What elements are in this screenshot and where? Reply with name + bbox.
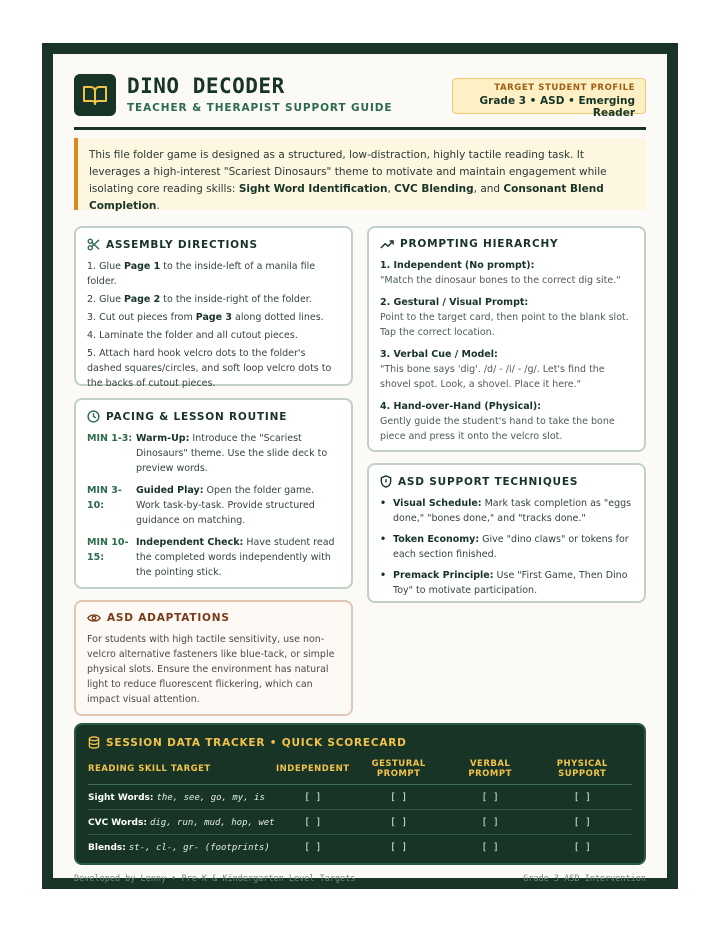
trending-up-icon (380, 239, 394, 250)
table-header-row (88, 755, 632, 785)
pacing-row (87, 431, 340, 476)
header-divider (74, 127, 646, 130)
technique-name: Premack Principle: (393, 570, 494, 581)
table-row (88, 835, 632, 860)
technique-text: Give "dino claws" or tokens for each section finished. (393, 534, 629, 560)
step-bold: Page 1 (123, 261, 161, 272)
prompt-level-desc: "Match the dinosaur bones to the correct dig site." (380, 275, 621, 286)
step-text: 2. Glue (87, 294, 124, 305)
intro-separator: , (387, 183, 395, 195)
scissors-icon (87, 238, 100, 251)
pacing-step-text: Introduce the "Scariest Dinosaurs" theme. Use the slide deck to preview words. (136, 433, 328, 474)
checkbox-cell[interactable]: [ ] (350, 785, 448, 810)
pacing-minutes: MIN 3-10: (87, 485, 122, 511)
prompt-level-desc: Point to the target card, then point to the blank slot. Tap the correct location. (380, 312, 629, 338)
prompt-level (380, 399, 633, 444)
step-text: 1. Glue (87, 261, 124, 272)
assembly-step (87, 328, 340, 343)
session-data-tracker (74, 723, 646, 865)
skill-cell (88, 785, 276, 810)
student-profile-badge (452, 78, 646, 119)
pacing-step-text: Open the folder game. Work task-by-task. Provide structured guidance on matching. (136, 485, 315, 526)
skill-label: CVC Words: (88, 817, 147, 828)
pacing-step-name: Guided Play: (136, 485, 204, 496)
skill-consonant-blend: Consonant Blend Completion (89, 183, 604, 212)
pacing-title: PACING & LESSON ROUTINE (106, 410, 288, 423)
techniques-list (380, 496, 633, 598)
prompting-title: PROMPTING HIERARCHY (400, 238, 559, 250)
skill-words: st-, cl-, gr- (footprints) (128, 842, 270, 853)
skill-label: Sight Words: (88, 792, 154, 803)
pacing-step-name: Independent Check: (136, 537, 244, 548)
prompt-level-desc: Gently guide the student's hand to take the bone piece and press it onto the velcro slot. (380, 416, 615, 442)
checkbox-cell[interactable]: [ ] (390, 841, 408, 853)
assembly-step (87, 310, 340, 325)
table-row (88, 810, 632, 835)
technique-text: Use "First Game, Then Dino Toy" to motivate participation. (393, 570, 628, 596)
skill-words: dig, run, mud, hop, wet (149, 817, 275, 828)
assembly-step (87, 292, 340, 307)
checkbox-cell[interactable]: [ ] (573, 841, 591, 853)
intro-end: . (156, 200, 160, 212)
profile-label: TARGET STUDENT PROFILE (494, 83, 635, 93)
tracker-title: SESSION DATA TRACKER • QUICK SCORECARD (106, 736, 407, 749)
technique-item (380, 532, 633, 562)
support-guide-page (53, 54, 667, 884)
adaptations-title: ASD ADAPTATIONS (107, 612, 230, 624)
checkbox-cell[interactable]: [ ] (532, 785, 632, 810)
checkbox-cell[interactable]: [ ] (276, 810, 350, 835)
skill-words: the, see, go, my, is (156, 792, 265, 803)
assembly-title: ASSEMBLY DIRECTIONS (106, 238, 258, 251)
checkbox-cell[interactable]: [ ] (350, 810, 448, 835)
pacing-step-text: Have student read the completed words independently with the pointing stick. (136, 537, 335, 578)
prompt-level (380, 347, 633, 392)
assembly-steps (87, 259, 340, 391)
skill-cell (88, 810, 276, 835)
skill-cvc-blending: CVC Blending (394, 183, 474, 195)
prompting-card (367, 226, 646, 452)
step-text: 5. Attach hard hook velcro dots to the folder's dashed squares/circles, and soft loop velcro dots to the backs of cutout pieces. (87, 348, 332, 389)
technique-name: Visual Schedule: (393, 498, 482, 509)
footer-right: Grade 3 ASD Intervention (523, 874, 646, 884)
adaptations-card (74, 600, 353, 716)
prompt-level-name: 1. Independent (No prompt): (380, 260, 535, 271)
techniques-title: ASD SUPPORT TECHNIQUES (398, 475, 579, 488)
table-row (88, 785, 632, 810)
column-header: READING SKILL TARGET (88, 755, 276, 785)
pacing-row (87, 535, 340, 580)
techniques-card (367, 463, 646, 603)
step-text: 4. Laminate the folder and all cutout pieces. (87, 330, 298, 341)
step-bold: Page 2 (123, 294, 161, 305)
checkbox-cell[interactable]: [ ] (304, 841, 322, 853)
column-header: VERBAL PROMPT (448, 755, 533, 785)
assembly-step (87, 259, 340, 289)
skill-cell (88, 835, 276, 860)
scorecard-table (88, 755, 632, 860)
checkbox-cell[interactable]: [ ] (276, 785, 350, 810)
pacing-row (87, 483, 340, 528)
column-header: INDEPENDENT (276, 755, 350, 785)
step-bold: Page 3 (195, 312, 233, 323)
bullet-icon: • (380, 570, 387, 581)
prompting-list (380, 258, 633, 444)
prompt-level-desc: "This bone says 'dig'. /d/ - /i/ - /g/. Let's find the shovel spot. Look, a shovel. Place it here." (380, 364, 605, 390)
checkbox-cell[interactable]: [ ] (532, 810, 632, 835)
clock-icon (87, 410, 100, 423)
skill-sight-words: Sight Word Identification (238, 183, 388, 195)
step-text: to the inside-left of a manila file folder. (87, 261, 316, 287)
adaptations-text: For students with high tactile sensitivity, use non-velcro alternative fasteners like blue-tack, or simple physical slots. Ensure the environment has natural light to reduce fluorescent flickering, which can impact visual attention. (87, 634, 335, 705)
checkbox-cell[interactable]: [ ] (448, 785, 533, 810)
step-text: along dotted lines. (232, 312, 324, 323)
assembly-card (74, 226, 353, 389)
skill-label: Blends: (88, 842, 126, 853)
prompt-level-name: 3. Verbal Cue / Model: (380, 349, 498, 360)
open-book-icon (74, 74, 116, 116)
guide-title: DINO DECODER (127, 74, 285, 98)
technique-item (380, 568, 633, 598)
database-icon (88, 736, 100, 749)
intro-separator: , and (473, 183, 504, 195)
intro-callout (74, 138, 646, 210)
guide-subtitle: TEACHER & THERAPIST SUPPORT GUIDE (127, 102, 393, 114)
technique-item (380, 496, 633, 526)
checkbox-cell[interactable]: [ ] (448, 810, 533, 835)
column-header: GESTURAL PROMPT (350, 755, 448, 785)
pacing-rows (87, 431, 340, 580)
pacing-minutes: MIN 10-15: (87, 537, 129, 563)
pacing-card (74, 398, 353, 589)
checkbox-cell[interactable]: [ ] (481, 841, 499, 853)
technique-text: Mark task completion as "eggs done," "bones done," and "tracks done." (393, 498, 632, 524)
column-header: PHYSICAL SUPPORT (532, 755, 632, 785)
step-text: to the inside-right of the folder. (160, 294, 312, 305)
prompt-level-name: 4. Hand-over-Hand (Physical): (380, 401, 542, 412)
eye-icon (87, 612, 101, 624)
bullet-icon: • (380, 498, 387, 509)
bullet-icon: • (380, 534, 387, 545)
profile-value: Grade 3 • ASD • Emerging Reader (479, 95, 635, 119)
assembly-step (87, 346, 340, 391)
step-text: 3. Cut out pieces from (87, 312, 196, 323)
footer-left: Developed by Lenny • Pre-K & Kindergarten Level Targets (74, 874, 356, 884)
shield-icon (380, 475, 392, 488)
prompt-level (380, 258, 633, 288)
pacing-minutes: MIN 1-3: (87, 433, 133, 444)
technique-name: Token Economy: (393, 534, 480, 545)
prompt-level-name: 2. Gestural / Visual Prompt: (380, 297, 529, 308)
pacing-step-name: Warm-Up: (136, 433, 190, 444)
prompt-level (380, 295, 633, 340)
intro-text: This file folder game is designed as a structured, low-distraction, highly tactile reading task. It leverages a high-interest "Scariest Dinosaurs" theme to motivate and maintain engagement while isolating core reading skills: (89, 149, 607, 195)
